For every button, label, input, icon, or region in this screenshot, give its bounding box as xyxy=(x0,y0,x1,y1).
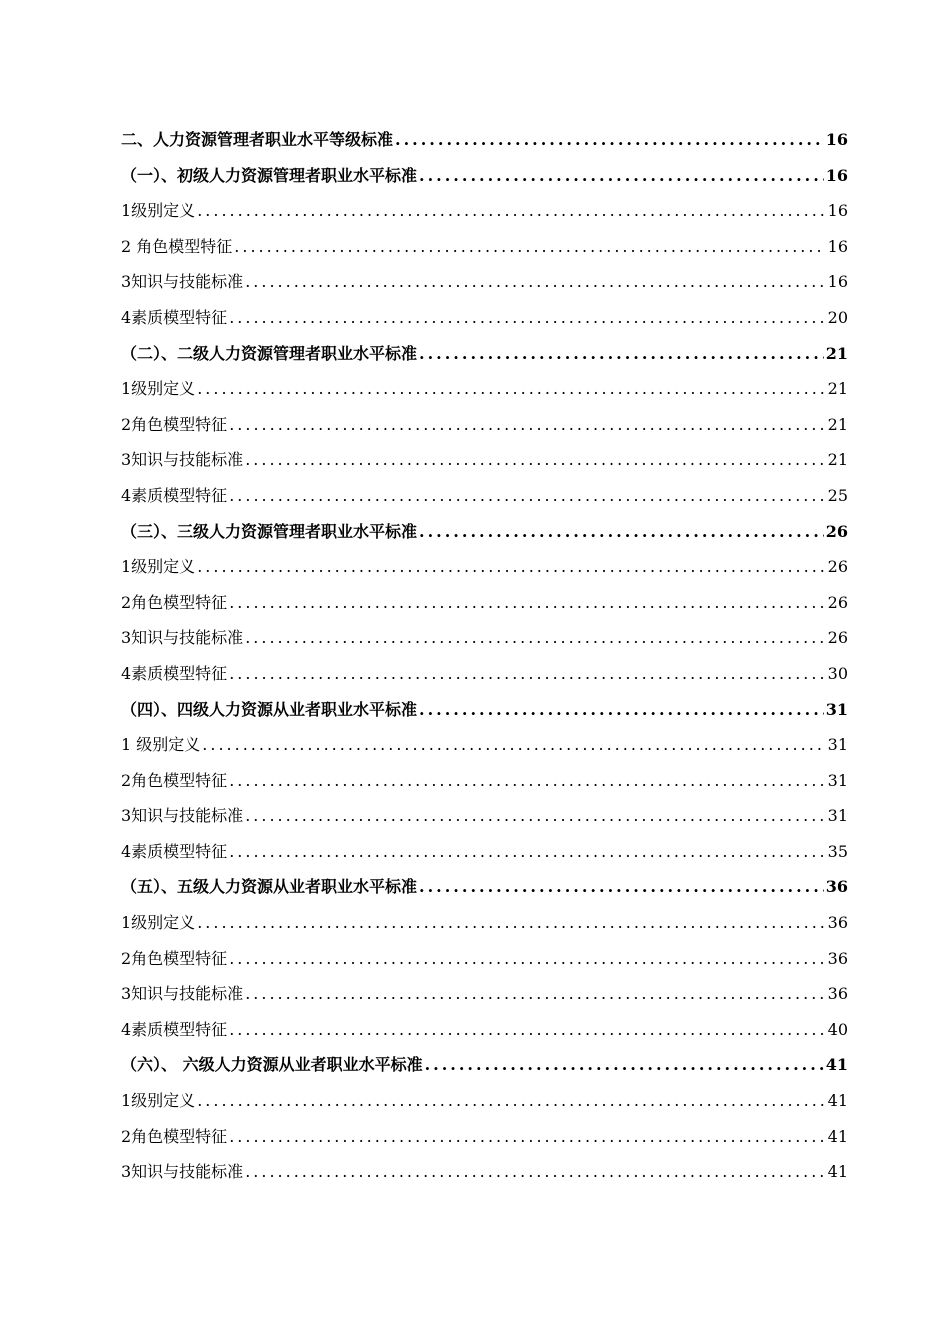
toc-page-number: 41 xyxy=(827,1091,848,1111)
toc-dot-leader xyxy=(425,1047,824,1083)
toc-dot-leader xyxy=(229,1012,825,1048)
toc-dot-leader xyxy=(202,727,825,763)
toc-entry-title: 1级别定义 xyxy=(121,1091,196,1111)
toc-entry[interactable] xyxy=(121,442,848,478)
toc-page-number: 40 xyxy=(827,1019,848,1039)
toc-entry-title: 4素质模型特征 xyxy=(121,307,228,327)
toc-entry-title: 4素质模型特征 xyxy=(121,663,228,683)
toc-entry[interactable] xyxy=(121,1012,848,1048)
toc-dot-leader xyxy=(245,1154,825,1190)
toc-dot-leader xyxy=(197,193,825,229)
toc-section-entry[interactable] xyxy=(121,122,848,158)
toc-entry[interactable] xyxy=(121,1154,848,1190)
toc-section-entry[interactable] xyxy=(121,692,848,728)
toc-dot-leader xyxy=(245,264,825,300)
toc-page-number: 36 xyxy=(827,913,848,933)
toc-entry[interactable] xyxy=(121,656,848,692)
toc-section-entry[interactable] xyxy=(121,514,848,550)
toc-entry[interactable] xyxy=(121,229,848,265)
toc-dot-leader xyxy=(229,407,825,443)
toc-entry-title: 4素质模型特征 xyxy=(121,485,228,505)
toc-page-number: 41 xyxy=(827,1162,848,1182)
toc-entry-title: 2角色模型特征 xyxy=(121,414,228,434)
toc-dot-leader xyxy=(229,834,825,870)
toc-entry-title: 1级别定义 xyxy=(121,201,196,221)
toc-entry[interactable] xyxy=(121,585,848,621)
toc-page-number: 25 xyxy=(827,485,848,505)
toc-page-number: 31 xyxy=(827,735,848,755)
toc-dot-leader xyxy=(419,514,824,550)
toc-page-number: 16 xyxy=(827,236,848,256)
toc-page-number: 21 xyxy=(827,414,848,434)
toc-dot-leader xyxy=(419,158,824,194)
toc-dot-leader xyxy=(245,976,825,1012)
toc-entry[interactable] xyxy=(121,798,848,834)
toc-page-number: 16 xyxy=(827,272,848,292)
toc-entry-title: 2 角色模型特征 xyxy=(121,236,233,256)
toc-dot-leader xyxy=(197,905,825,941)
toc-section-entry[interactable] xyxy=(121,158,848,194)
toc-entry-title: （五）、五级人力资源从业者职业水平标准 xyxy=(121,877,418,897)
toc-page-number: 31 xyxy=(827,770,848,790)
toc-dot-leader xyxy=(229,478,825,514)
toc-entry[interactable] xyxy=(121,905,848,941)
toc-entry-title: 4素质模型特征 xyxy=(121,1019,228,1039)
toc-dot-leader xyxy=(197,1083,825,1119)
toc-entry[interactable] xyxy=(121,371,848,407)
toc-entry[interactable] xyxy=(121,976,848,1012)
toc-page-number: 26 xyxy=(827,557,848,577)
toc-entry-title: 3知识与技能标准 xyxy=(121,984,244,1004)
toc-page-number: 31 xyxy=(827,806,848,826)
toc-dot-leader xyxy=(245,798,825,834)
toc-page-number: 26 xyxy=(827,592,848,612)
toc-entry[interactable] xyxy=(121,763,848,799)
toc-entry[interactable] xyxy=(121,620,848,656)
toc-page-number: 30 xyxy=(827,663,848,683)
toc-dot-leader xyxy=(229,1119,825,1155)
toc-page-number: 16 xyxy=(825,165,848,185)
toc-entry[interactable] xyxy=(121,264,848,300)
toc-dot-leader xyxy=(229,585,825,621)
toc-dot-leader xyxy=(395,122,824,158)
toc-entry-title: 3知识与技能标准 xyxy=(121,450,244,470)
toc-page-number: 21 xyxy=(827,379,848,399)
toc-page-number: 36 xyxy=(827,984,848,1004)
toc-dot-leader xyxy=(419,692,824,728)
toc-entry-title: 1级别定义 xyxy=(121,557,196,577)
toc-entry[interactable] xyxy=(121,407,848,443)
toc-dot-leader xyxy=(419,336,824,372)
toc-page-number: 20 xyxy=(827,307,848,327)
toc-entry-title: 3知识与技能标准 xyxy=(121,1162,244,1182)
toc-dot-leader xyxy=(197,371,825,407)
toc-section-entry[interactable] xyxy=(121,1047,848,1083)
toc-dot-leader xyxy=(229,941,825,977)
toc-entry-title: （二）、二级人力资源管理者职业水平标准 xyxy=(121,343,418,363)
toc-page-number: 21 xyxy=(827,450,848,470)
toc-entry[interactable] xyxy=(121,941,848,977)
toc-entry-title: 3知识与技能标准 xyxy=(121,628,244,648)
toc-section-entry[interactable] xyxy=(121,336,848,372)
toc-page-number: 36 xyxy=(825,877,848,897)
toc-entry[interactable] xyxy=(121,1083,848,1119)
toc-entry-title: 1级别定义 xyxy=(121,379,196,399)
toc-page-number: 31 xyxy=(825,699,848,719)
toc-entry-title: 3知识与技能标准 xyxy=(121,806,244,826)
toc-dot-leader xyxy=(229,656,825,692)
toc-entry[interactable] xyxy=(121,1119,848,1155)
toc-dot-leader xyxy=(245,620,825,656)
toc-entry-title: 2角色模型特征 xyxy=(121,948,228,968)
toc-page-number: 16 xyxy=(825,130,848,149)
toc-dot-leader xyxy=(234,229,825,265)
toc-entry-title: （四）、四级人力资源从业者职业水平标准 xyxy=(121,699,418,719)
toc-entry-title: 1 级别定义 xyxy=(121,735,201,755)
table-of-contents xyxy=(121,122,848,1190)
toc-entry-title: （三）、三级人力资源管理者职业水平标准 xyxy=(121,521,418,541)
toc-page-number: 41 xyxy=(827,1126,848,1146)
toc-dot-leader xyxy=(229,300,825,336)
toc-entry[interactable] xyxy=(121,193,848,229)
toc-page-number: 16 xyxy=(827,201,848,221)
toc-entry-title: 二、人力资源管理者职业水平等级标准 xyxy=(121,130,394,149)
toc-entry-title: 2角色模型特征 xyxy=(121,770,228,790)
toc-page-number: 26 xyxy=(827,628,848,648)
toc-entry[interactable] xyxy=(121,300,848,336)
toc-entry-title: 4素质模型特征 xyxy=(121,841,228,861)
toc-section-entry[interactable] xyxy=(121,869,848,905)
toc-entry-title: 3知识与技能标准 xyxy=(121,272,244,292)
toc-page-number: 26 xyxy=(825,521,848,541)
toc-entry-title: 2角色模型特征 xyxy=(121,592,228,612)
toc-dot-leader xyxy=(197,549,825,585)
toc-dot-leader xyxy=(419,869,824,905)
toc-entry-title: 1级别定义 xyxy=(121,913,196,933)
toc-page-number: 21 xyxy=(825,343,848,363)
toc-entry[interactable] xyxy=(121,834,848,870)
toc-entry-title: 2角色模型特征 xyxy=(121,1126,228,1146)
toc-page-number: 41 xyxy=(825,1055,848,1075)
toc-entry-title: （一）、初级人力资源管理者职业水平标准 xyxy=(121,165,418,185)
toc-entry[interactable] xyxy=(121,549,848,585)
toc-page-number: 35 xyxy=(827,841,848,861)
toc-entry[interactable] xyxy=(121,478,848,514)
toc-dot-leader xyxy=(229,763,825,799)
toc-page-number: 36 xyxy=(827,948,848,968)
toc-entry[interactable] xyxy=(121,727,848,763)
toc-entry-title: （六）、 六级人力资源从业者职业水平标准 xyxy=(121,1055,423,1075)
toc-dot-leader xyxy=(245,442,825,478)
